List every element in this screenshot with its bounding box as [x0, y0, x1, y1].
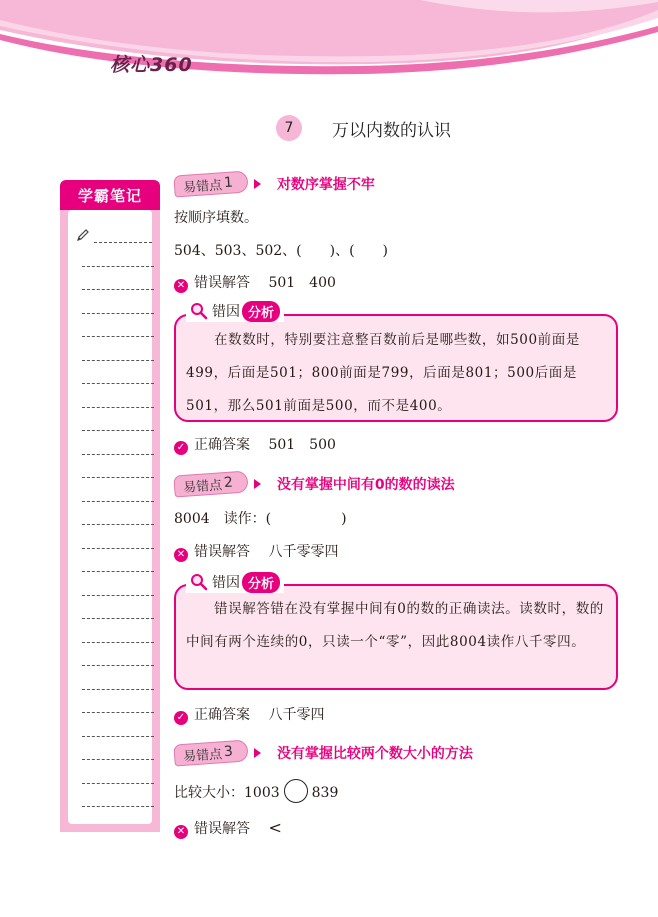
chapter-heading [276, 115, 451, 141]
analysis-box-2 [174, 584, 618, 690]
wrong-answer-label: 错误解答 [194, 275, 250, 291]
right-answer-row [174, 434, 336, 455]
question-text: 按顺序填数。 [174, 210, 258, 226]
notes-title: 学霸笔记 [60, 180, 160, 210]
note-line [82, 548, 154, 549]
chapter-number: 7 [276, 115, 302, 141]
note-line [82, 266, 154, 267]
analysis-text: 错误解答错在没有掌握中间有0的数的正确读法。读数时，数的中间有两个连续的0，只读一个“零”，因此8004读作八千零四。 [186, 601, 604, 650]
tag-number: 3 [223, 743, 234, 761]
notes-writing-area [68, 210, 152, 824]
note-line [82, 618, 154, 619]
note-line [82, 407, 154, 408]
error-point-tag [173, 170, 248, 197]
wrong-icon: ✕ [174, 825, 188, 839]
tag-number: 2 [223, 474, 234, 492]
note-line [82, 360, 154, 361]
error-point-title: 对数序掌握不牢 [276, 177, 375, 193]
note-line [82, 689, 154, 690]
analysis-badge: 分析 [242, 572, 280, 593]
error-point-tag [173, 739, 248, 766]
magnifier-icon [190, 573, 208, 591]
arrow-icon [254, 479, 261, 489]
chapter-title: 万以内数的认识 [332, 120, 451, 141]
note-line [82, 289, 154, 290]
tag-label: 易错点 [182, 477, 223, 496]
compare-circle [284, 779, 308, 803]
note-line [82, 759, 154, 760]
analysis-box-1 [174, 314, 618, 422]
compare-left: 比较大小：1003 [174, 785, 280, 801]
note-line [82, 524, 154, 525]
tag-number: 1 [223, 174, 234, 192]
brand-logo: 核心360 [110, 54, 193, 76]
magnifier-icon [190, 302, 208, 320]
wrong-answer-value: 501 400 [268, 275, 336, 291]
header-banner [0, 0, 658, 82]
right-answer-row [174, 704, 324, 725]
wrong-answer-row [174, 272, 336, 293]
right-answer-value: 501 500 [268, 437, 336, 453]
note-line [82, 571, 154, 572]
question-sequence: 504、503、502、( )、( ) [174, 243, 389, 259]
check-icon: ✓ [174, 711, 188, 725]
wrong-answer-row [174, 818, 282, 839]
note-line [82, 665, 154, 666]
wrong-icon: ✕ [174, 279, 188, 293]
note-line [82, 383, 154, 384]
wrong-answer-value: 八千零零四 [268, 544, 339, 560]
reason-heading [186, 571, 284, 593]
pencil-icon [76, 228, 90, 242]
note-line [82, 712, 154, 713]
right-answer-label: 正确答案 [194, 437, 250, 453]
notes-sidebar [60, 180, 160, 832]
right-answer-value: 八千零四 [268, 707, 325, 723]
analysis-badge: 分析 [242, 301, 280, 322]
error-point-3 [174, 742, 473, 764]
note-line [82, 430, 154, 431]
tag-label: 易错点 [182, 177, 223, 196]
arrow-icon [254, 748, 261, 758]
compare-right: 839 [311, 785, 339, 801]
error-point-tag [173, 470, 248, 497]
reason-label: 错因 [212, 304, 240, 320]
tag-label: 易错点 [182, 746, 223, 765]
question-text [174, 779, 338, 803]
analysis-text: 在数数时，特别要注意整百数前后是哪些数，如500前面是499，后面是501；800前面是799，后面是801；500后面是501，那么501前面是500，而不是400。 [186, 332, 580, 414]
right-answer-label: 正确答案 [194, 707, 250, 723]
wrong-icon: ✕ [174, 548, 188, 562]
wrong-answer-label: 错误解答 [194, 821, 250, 837]
note-line [82, 783, 154, 784]
wrong-answer-row [174, 541, 338, 562]
error-point-1 [174, 173, 375, 195]
note-line [82, 642, 154, 643]
note-line [82, 595, 154, 596]
note-line [82, 477, 154, 478]
arrow-icon [254, 179, 261, 189]
reason-heading [186, 300, 284, 322]
note-line [82, 501, 154, 502]
wrong-answer-label: 错误解答 [194, 544, 250, 560]
note-line [82, 313, 154, 314]
note-line [94, 242, 152, 243]
error-point-title: 没有掌握中间有0的数的读法 [276, 477, 455, 493]
check-icon: ✓ [174, 441, 188, 455]
error-point-2 [174, 473, 455, 495]
reason-label: 错因 [212, 575, 240, 591]
notes-frame [60, 210, 160, 832]
error-point-title: 没有掌握比较两个数大小的方法 [276, 746, 473, 762]
note-line [82, 336, 154, 337]
question-text: 8004 读作：( ) [174, 511, 347, 527]
wrong-answer-value: < [268, 818, 282, 837]
note-line [82, 736, 154, 737]
note-line [82, 454, 154, 455]
note-line [82, 806, 154, 807]
